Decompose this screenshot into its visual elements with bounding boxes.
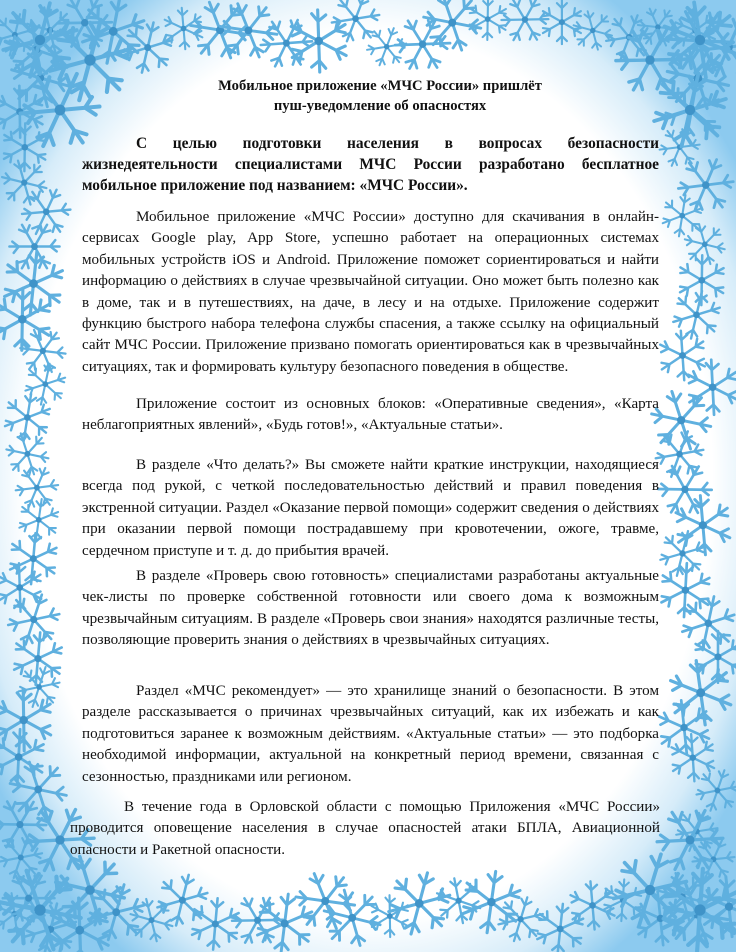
paragraph-check-readiness: В разделе «Проверь свою готовность» специалистами разработаны актуальные чек-листы по проверке собственной готовности или своего дома к возможным чрезвычайным ситуациям. В разделе «Проверь свои знания» находятся различные тесты, позволяющие проверить знания о действиях в чрезвычайных ситуациях. — [82, 568, 659, 649]
title-line-1: Мобильное приложение «МЧС России» пришлёт — [218, 78, 542, 94]
paragraph-what-to-do: В разделе «Что делать?» Вы сможете найти краткие инструкции, находящиеся всегда под рукой, с четкой последовательностью действий и правил поведения в экстренной ситуации. Раздел «Оказание первой помощи» содержит сведения о действиях при оказании первой помощи пострадавшему при кровотечении, ожоге, травме, сердечном приступе и т. д. до прибытия врачей. — [82, 457, 659, 559]
paragraph-availability: Мобильное приложение «МЧС России» доступно для скачивания в онлайн-сервисах Google play, App Store, успешно работает на операционных системах мобильных устройств iOS и Android. Приложение поможет сориентироваться и найти информацию о действиях в случае чрезвычайной ситуации. Оно может быть полезно как в доме, так и в путешествиях, на даче, в лесу и на отдыхе. Приложение содержит функцию быстрого набора телефона службы спасения, а также ссылку на официальный сайт МЧС России. Приложение призвано помогать ориентироваться как в чрезвычайных ситуациях, так и формировать культуру безопасного поведения в обществе. — [82, 209, 659, 375]
paragraph-recommendations: Раздел «МЧС рекомендует» — это хранилище знаний о безопасности. В этом разделе рассказывается о причинах чрезвычайных ситуаций, как их избежать и как подготовиться заранее к возможным действиям. «Актуальные статьи» — это подборка необходимой информации, актуальной на конкретный период времени, связанная с сезонностью, праздниками или регионом. — [82, 683, 659, 785]
document-title — [150, 76, 610, 116]
paragraph-blocks: Приложение состоит из основных блоков: «Оперативные сведения», «Карта неблагоприятных явлений», «Будь готов!», «Актуальные статьи». — [82, 396, 659, 434]
title-line-2: пуш-уведомление об опасностях — [273, 98, 487, 114]
lead-paragraph: С целью подготовки населения в вопросах безопасности жизнедеятельности специалистами МЧС России разработано бесплатное мобильное приложение под названием: «МЧС России». — [82, 135, 659, 194]
paragraph-orel-region: В течение года в Орловской области с помощью Приложения «МЧС России» проводится оповещение населения в случае опасностей атаки БПЛА, Авиационной опасности и Ракетной опасности. — [70, 799, 660, 858]
